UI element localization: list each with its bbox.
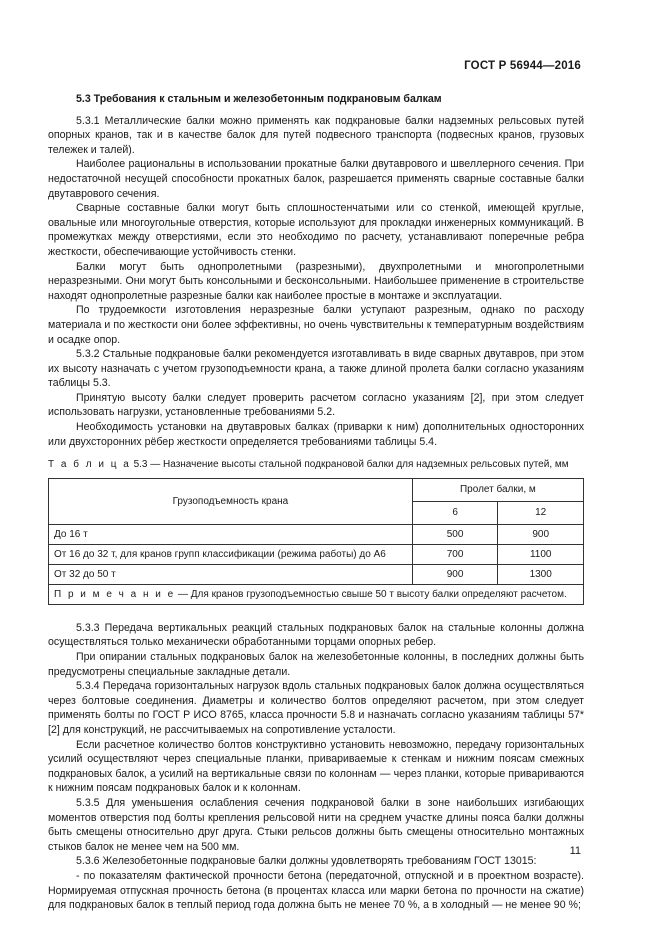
paragraph: При опирании стальных подкрановых балок на железобетонные колонны, в последних должны быть предусмотрены специальные закладные детали. [48, 651, 584, 678]
header-span: Пролет балки, м [412, 478, 583, 501]
paragraph: 5.3.5 Для уменьшения ослабления сечения подкрановой балки в зоне наибольших изгибающих моментов отверстия под болты крепления рельсовой нити на среднем участке длины пояса балки должны быть смещены относительно друг друга. Стыки рельсов должны быть смещены относительно монтажных стыков балок не менее чем на 500 мм. [48, 796, 584, 853]
paragraph: - по показателям фактической прочности бетона (передаточной, отпускной и в проектном возрасте). Нормируемая отпускная прочность бетона (в процентах класса или марки бетона по прочности на сжатие) для подкрановых балок в теплый период года должна быть не менее 70 %, а в холодный — не менее 90 %; [48, 869, 584, 912]
paragraph: Принятую высоту балки следует проверить расчетом согласно указаниям [2], при этом следует использовать нагрузки, установленные требованиями 5.2. [48, 391, 584, 419]
table-caption-label: Т а б л и ц а [48, 459, 131, 471]
cell-span-6: 900 [412, 564, 498, 584]
paragraph: Необходимость установки на двутавровых балках (приварки к ним) дополнительных односторонних или двухсторонних рёбер жесткости определяется требованиями таблицы 5.4. [48, 421, 584, 448]
table-caption [48, 458, 584, 473]
row-label: От 16 до 32 т, для кранов групп классификации (режима работы) до А6 [49, 544, 413, 564]
cell-span-12: 1100 [498, 544, 584, 564]
note-label: П р и м е ч а н и е [54, 588, 176, 600]
header-span-12: 12 [498, 501, 584, 524]
table-row [49, 544, 584, 564]
paragraph: По трудоемкости изготовления неразрезные балки уступают разрезным, однако по расходу материала и по жесткости они более эффективны, но очень чувствительны к температурным воздействиям и осадке опор. [48, 304, 584, 346]
table-note-row [49, 584, 584, 604]
paragraph: 5.3.6 Железобетонные подкрановые балки должны удовлетворять требованиям ГОСТ 13015: [76, 855, 537, 868]
paragraph: 5.3.4 Передача горизонтальных нагрузок вдоль стальных подкрановых балок должна осуществляться через болтовые соединения. Диаметры и количество болтов определяют расчетом, при этом следует применять болты по ГОСТ Р ИСО 8765, класса прочности 5.8 и назначать согласно указаниям таблицы 57* [2] для конструкций, не рассчитываемых на сопротивление усталости. [48, 680, 584, 736]
document-header: ГОСТ Р 56944—2016 [464, 60, 581, 72]
paragraph: 5.3.3 Передача вертикальных реакций стальных подкрановых балок на стальные колонны должна осуществляться только механически обработанными торцами опорных ребер. [48, 621, 584, 649]
row-label: От 32 до 50 т [49, 564, 413, 584]
table-note [49, 584, 584, 604]
cell-span-12: 900 [498, 524, 584, 544]
section-title: 5.3 Требования к стальным и железобетонным подкрановым балкам [76, 93, 442, 105]
paragraph: Если расчетное количество болтов конструктивно установить невозможно, передачу горизонтальных усилий осуществляют через специальные планки, привариваемые к стенкам и нижним поясам смежных подкрановых балок, а усилий на вертикальные связи по колоннам — через планки, которые привариваются к нижним поясам подкрановых балок и к колоннам. [48, 738, 584, 795]
paragraph: 5.3.2 Стальные подкрановые балки рекомендуется изготавливать в виде сварных двутавров, при этом их высоту назначать с учетом грузоподъемности крана, а также длиной пролета балки согласно указаниям таблицы 5.3. [48, 348, 584, 390]
cell-span-12: 1300 [498, 564, 584, 584]
table-row [49, 564, 584, 584]
paragraph: Балки могут быть однопролетными (разрезными), двухпролетными и многопролетными неразрезными. Они могут быть консольными и бесконсольными. Наибольшее применение в строительстве находят однопролетные разрезные балки как наиболее простые в монтаже и эксплуатации. [48, 260, 584, 302]
cell-span-6: 700 [412, 544, 498, 564]
header-capacity: Грузоподъемность крана [49, 478, 413, 524]
row-label: До 16 т [49, 524, 413, 544]
table-row [49, 524, 584, 544]
table-caption-text: 5.3 — Назначение высоты стальной подкрановой балки для надземных рельсовых путей, мм [133, 459, 569, 471]
cell-span-6: 500 [412, 524, 498, 544]
paragraph: Наиболее рациональны в использовании прокатные балки двутаврового и швеллерного сечения. При недостаточной несущей способности прокатных балок, разрешается применять сварные составные балки двутаврового сечения. [48, 158, 584, 200]
page-content [48, 92, 584, 913]
beam-height-table [48, 478, 584, 605]
paragraph: 5.3.1 Металлические балки можно применять как подкрановые балки надземных рельсовых путей опорных кранов, так и в качестве балок для путей подвесного транспорта (подвесных кранов, грузовых тележек и талей). [48, 114, 584, 156]
page-number: 11 [569, 845, 581, 857]
header-span-6: 6 [412, 501, 498, 524]
paragraph: Сварные составные балки могут быть сплошностенчатыми или со стенкой, имеющей круглые, овальные или многоугольные отверстия, которые используют для прокладки инженерных коммуникаций. В промежутках между отверстиями, если это необходимо по расчету, устанавливают поперечные ребра жесткости, обеспечивающие устойчивость стенки. [48, 202, 584, 258]
note-text: — Для кранов грузоподъемностью свыше 50 т высоту балки определяют расчетом. [175, 588, 567, 600]
